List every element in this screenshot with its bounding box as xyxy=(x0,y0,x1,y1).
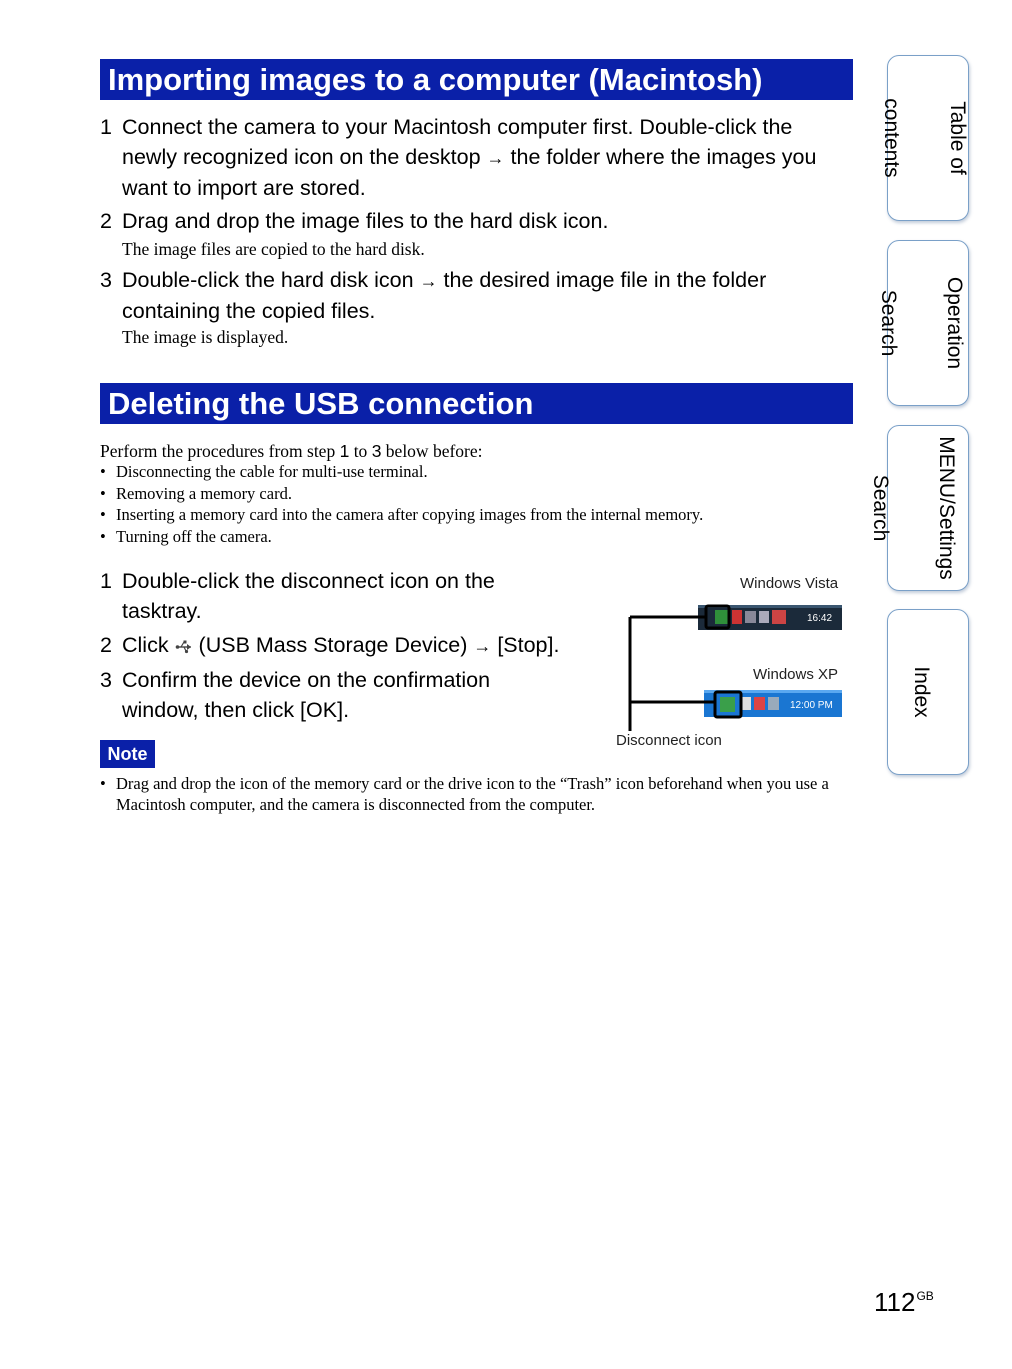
tasktray-figure xyxy=(620,598,850,733)
import-step-1: 1 Connect the camera to your Macintosh computer first. Double-click the newly recognized icon on the desktop → the folder where the images you want to import are stored. xyxy=(100,112,816,203)
vista-clock: 16:42 xyxy=(807,613,833,624)
delete-step-3: 3 Confirm the device on the confirmation window, then click [OK]. xyxy=(100,665,490,725)
list-item: • Disconnecting the cable for multi-use terminal. xyxy=(100,461,703,483)
usb-device-icon xyxy=(175,637,193,655)
delete-intro: Perform the procedures from step 1 to 3 below before: xyxy=(100,441,483,461)
list-item: • Inserting a memory card into the camera after copying images from the internal memory. xyxy=(100,504,703,526)
note-badge: Note xyxy=(100,740,155,768)
import-step-3: 3 Double-click the hard disk icon → the desired image file in the folder containing the copied files. xyxy=(100,265,766,326)
section-title-usb: Deleting the USB connection xyxy=(100,383,853,424)
arrow-icon: → xyxy=(473,636,492,656)
section-title-import: Importing images to a computer (Macintosh) xyxy=(100,59,853,100)
xp-clock: 12:00 PM xyxy=(790,700,833,711)
tab-table-of-contents[interactable]: Table of contents xyxy=(887,55,969,221)
windows-vista-label: Windows Vista xyxy=(740,575,839,592)
disconnect-icon-label: Disconnect icon xyxy=(616,732,722,749)
delete-step-1: 1 Double-click the disconnect icon on the tasktray. xyxy=(100,566,495,626)
step-result: The image files are copied to the hard disk. xyxy=(122,239,425,259)
delete-step-2: 2 Click (USB Mass Storage Device) → [Stop]. xyxy=(100,630,559,661)
step-number: 2 xyxy=(100,209,112,233)
precondition-list xyxy=(100,461,703,547)
arrow-icon: → xyxy=(419,271,438,291)
list-item: • Turning off the camera. xyxy=(100,526,703,548)
tab-menu-settings-search[interactable]: MENU/Settings Search xyxy=(887,425,969,591)
list-item: • Removing a memory card. xyxy=(100,483,703,505)
step-number: 2 xyxy=(100,633,112,657)
step-text: Connect the camera to your Macintosh computer first. Double-click the xyxy=(122,115,793,139)
tab-operation-search[interactable]: Operation Search xyxy=(887,240,969,406)
arrow-icon: → xyxy=(486,148,505,168)
page-number: $112^{GB}$ xyxy=(874,1287,934,1317)
step-text: Drag and drop the image files to the hard disk icon. xyxy=(122,209,609,233)
note-text: • Drag and drop the icon of the memory card or the drive icon to the “Trash” icon beforehand when you use a Macintosh computer, and the camera is disconnected from the computer. xyxy=(100,773,845,815)
step-number: 3 xyxy=(100,268,112,292)
step-number: 1 xyxy=(100,115,112,139)
import-step-2 xyxy=(100,206,608,236)
step-result: The image is displayed. xyxy=(122,327,289,347)
windows-xp-label: Windows XP xyxy=(753,666,839,683)
step-number: 1 xyxy=(100,569,112,593)
step-number: 3 xyxy=(100,668,112,692)
tab-index[interactable]: Index xyxy=(887,609,969,775)
